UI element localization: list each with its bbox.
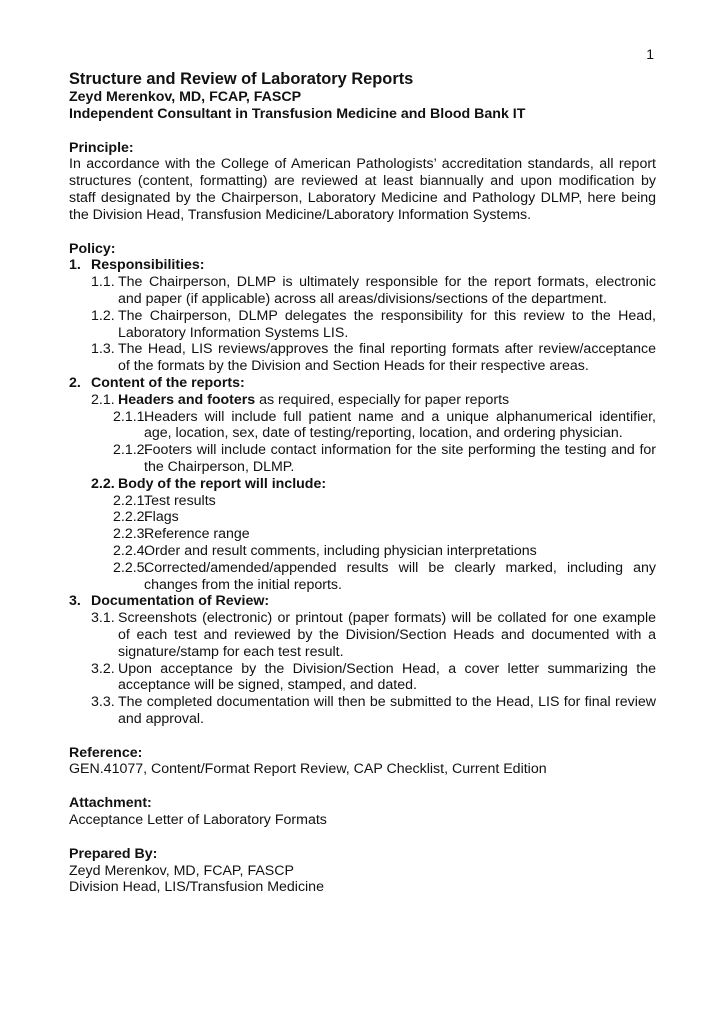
item-number: 2.1. xyxy=(91,391,115,408)
author-affiliation: Independent Consultant in Transfusion Medicine and Blood Bank IT xyxy=(69,105,526,122)
author-name: Zeyd Merenkov, MD, FCAP, FASCP xyxy=(69,89,302,105)
item-number: 3.3. xyxy=(91,694,115,711)
section-title: Documentation of Review: xyxy=(91,593,270,610)
principle-text: In accordance with the College of American Pathologists’ accreditation standards, all report structures (content, formatting) are reviewed at least biannually and upon modification by staff designated by the Chairperson, Laboratory Medicine and Pathology DLMP, here being the Division Head, Transfusion Medicine/Laboratory Information Systems. xyxy=(69,156,656,223)
prepared-by-role: Division Head, LIS/Transfusion Medicine xyxy=(69,879,324,896)
section-title: Content of the reports: xyxy=(91,374,245,391)
list-subitem xyxy=(113,409,656,443)
list-item xyxy=(91,274,656,308)
list-subitem xyxy=(113,442,656,476)
item-text: Footers will include contact information for the site performing the testing and for the Chairperson, DLMP. xyxy=(144,442,656,475)
item-text: Screenshots (electronic) or printout (paper formats) will be collated for one example of each test and reviewed by the Division/Section Heads and documented with a signature/stamp for each test result. xyxy=(118,610,656,660)
item-text: Corrected/amended/appended results will be clearly marked, including any changes from the initial reports. xyxy=(144,559,656,593)
policy-section-content xyxy=(69,375,656,392)
item-number: 2.1.1. xyxy=(113,408,149,425)
prepared-by-name: Zeyd Merenkov, MD, FCAP, FASCP xyxy=(69,862,294,879)
reference-heading: Reference: xyxy=(69,744,143,761)
item-text: Test results xyxy=(144,492,216,509)
policy-heading: Policy: xyxy=(69,240,116,257)
principle-heading: Principle: xyxy=(69,139,134,156)
list-item xyxy=(91,308,656,342)
reference-text: GEN.41077, Content/Format Report Review, CAP Checklist, Current Edition xyxy=(69,761,547,778)
list-subitem xyxy=(113,509,656,526)
list-subitem xyxy=(113,560,656,594)
list-item xyxy=(91,661,656,695)
prepared-by-heading: Prepared By: xyxy=(69,845,158,862)
item-text: The Chairperson, DLMP delegates the responsibility for this review to the Head, Laboratory Information Systems LIS. xyxy=(118,307,656,341)
item-text: The completed documentation will then be submitted to the Head, LIS for final review and approval. xyxy=(118,694,656,727)
item-number: 2.2.1. xyxy=(113,492,149,509)
item-number: 2.2.3. xyxy=(113,526,149,543)
list-subitem xyxy=(113,526,656,543)
item-rest: as required, especially for paper reports xyxy=(255,391,510,408)
item-number: 3.1. xyxy=(91,610,115,627)
policy-section-documentation xyxy=(69,593,656,610)
section-number: 3. xyxy=(69,593,81,610)
item-number: 2.2.2. xyxy=(113,509,149,526)
document-body xyxy=(69,70,656,896)
list-item xyxy=(91,610,656,660)
policy-section-responsibilities xyxy=(69,257,656,274)
item-text: The Chairperson, DLMP is ultimately responsible for the report formats, electronic and paper (if applicable) across all areas/divisions/sections of the department. xyxy=(118,274,656,307)
item-text: Body of the report will include: xyxy=(118,475,327,492)
item-number: 2.1.2. xyxy=(113,442,149,459)
section-number: 2. xyxy=(69,374,81,391)
item-text: The Head, LIS reviews/approves the final reporting formats after review/acceptance of the formats by the Division and Section Heads for their respective areas. xyxy=(118,341,656,375)
item-number: 3.2. xyxy=(91,660,115,677)
item-text xyxy=(118,392,656,409)
section-number: 1. xyxy=(69,257,81,274)
item-number: 2.2.4. xyxy=(113,542,149,559)
item-number: 1.1. xyxy=(91,274,115,291)
list-item xyxy=(91,694,656,728)
list-item xyxy=(91,341,656,375)
item-text: Order and result comments, including physician interpretations xyxy=(144,542,537,559)
item-number: 1.2. xyxy=(91,307,115,324)
section-title: Responsibilities: xyxy=(91,257,205,274)
attachment-heading: Attachment: xyxy=(69,795,152,812)
item-number: 1.3. xyxy=(91,341,115,358)
attachment-text: Acceptance Letter of Laboratory Formats xyxy=(69,812,327,829)
item-bold-lead: Headers and footers xyxy=(118,391,256,408)
item-text: Upon acceptance by the Division/Section Head, a cover letter summarizing the acceptance will be signed, stamped, and dated. xyxy=(118,660,656,694)
list-item xyxy=(91,392,656,409)
page-number: 1 xyxy=(646,46,654,62)
list-subitem xyxy=(113,543,656,560)
item-text: Reference range xyxy=(144,526,250,543)
item-number: 2.2.5. xyxy=(113,559,149,576)
item-text: Headers will include full patient name and a unique alphanumerical identifier, age, location, sex, date of testing/reporting, location, and ordering physician. xyxy=(144,408,656,442)
item-text: Flags xyxy=(144,509,179,526)
item-number: 2.2. xyxy=(91,475,115,492)
list-item xyxy=(91,476,656,493)
list-subitem xyxy=(113,493,656,510)
document-title: Structure and Review of Laboratory Reports xyxy=(69,70,414,88)
